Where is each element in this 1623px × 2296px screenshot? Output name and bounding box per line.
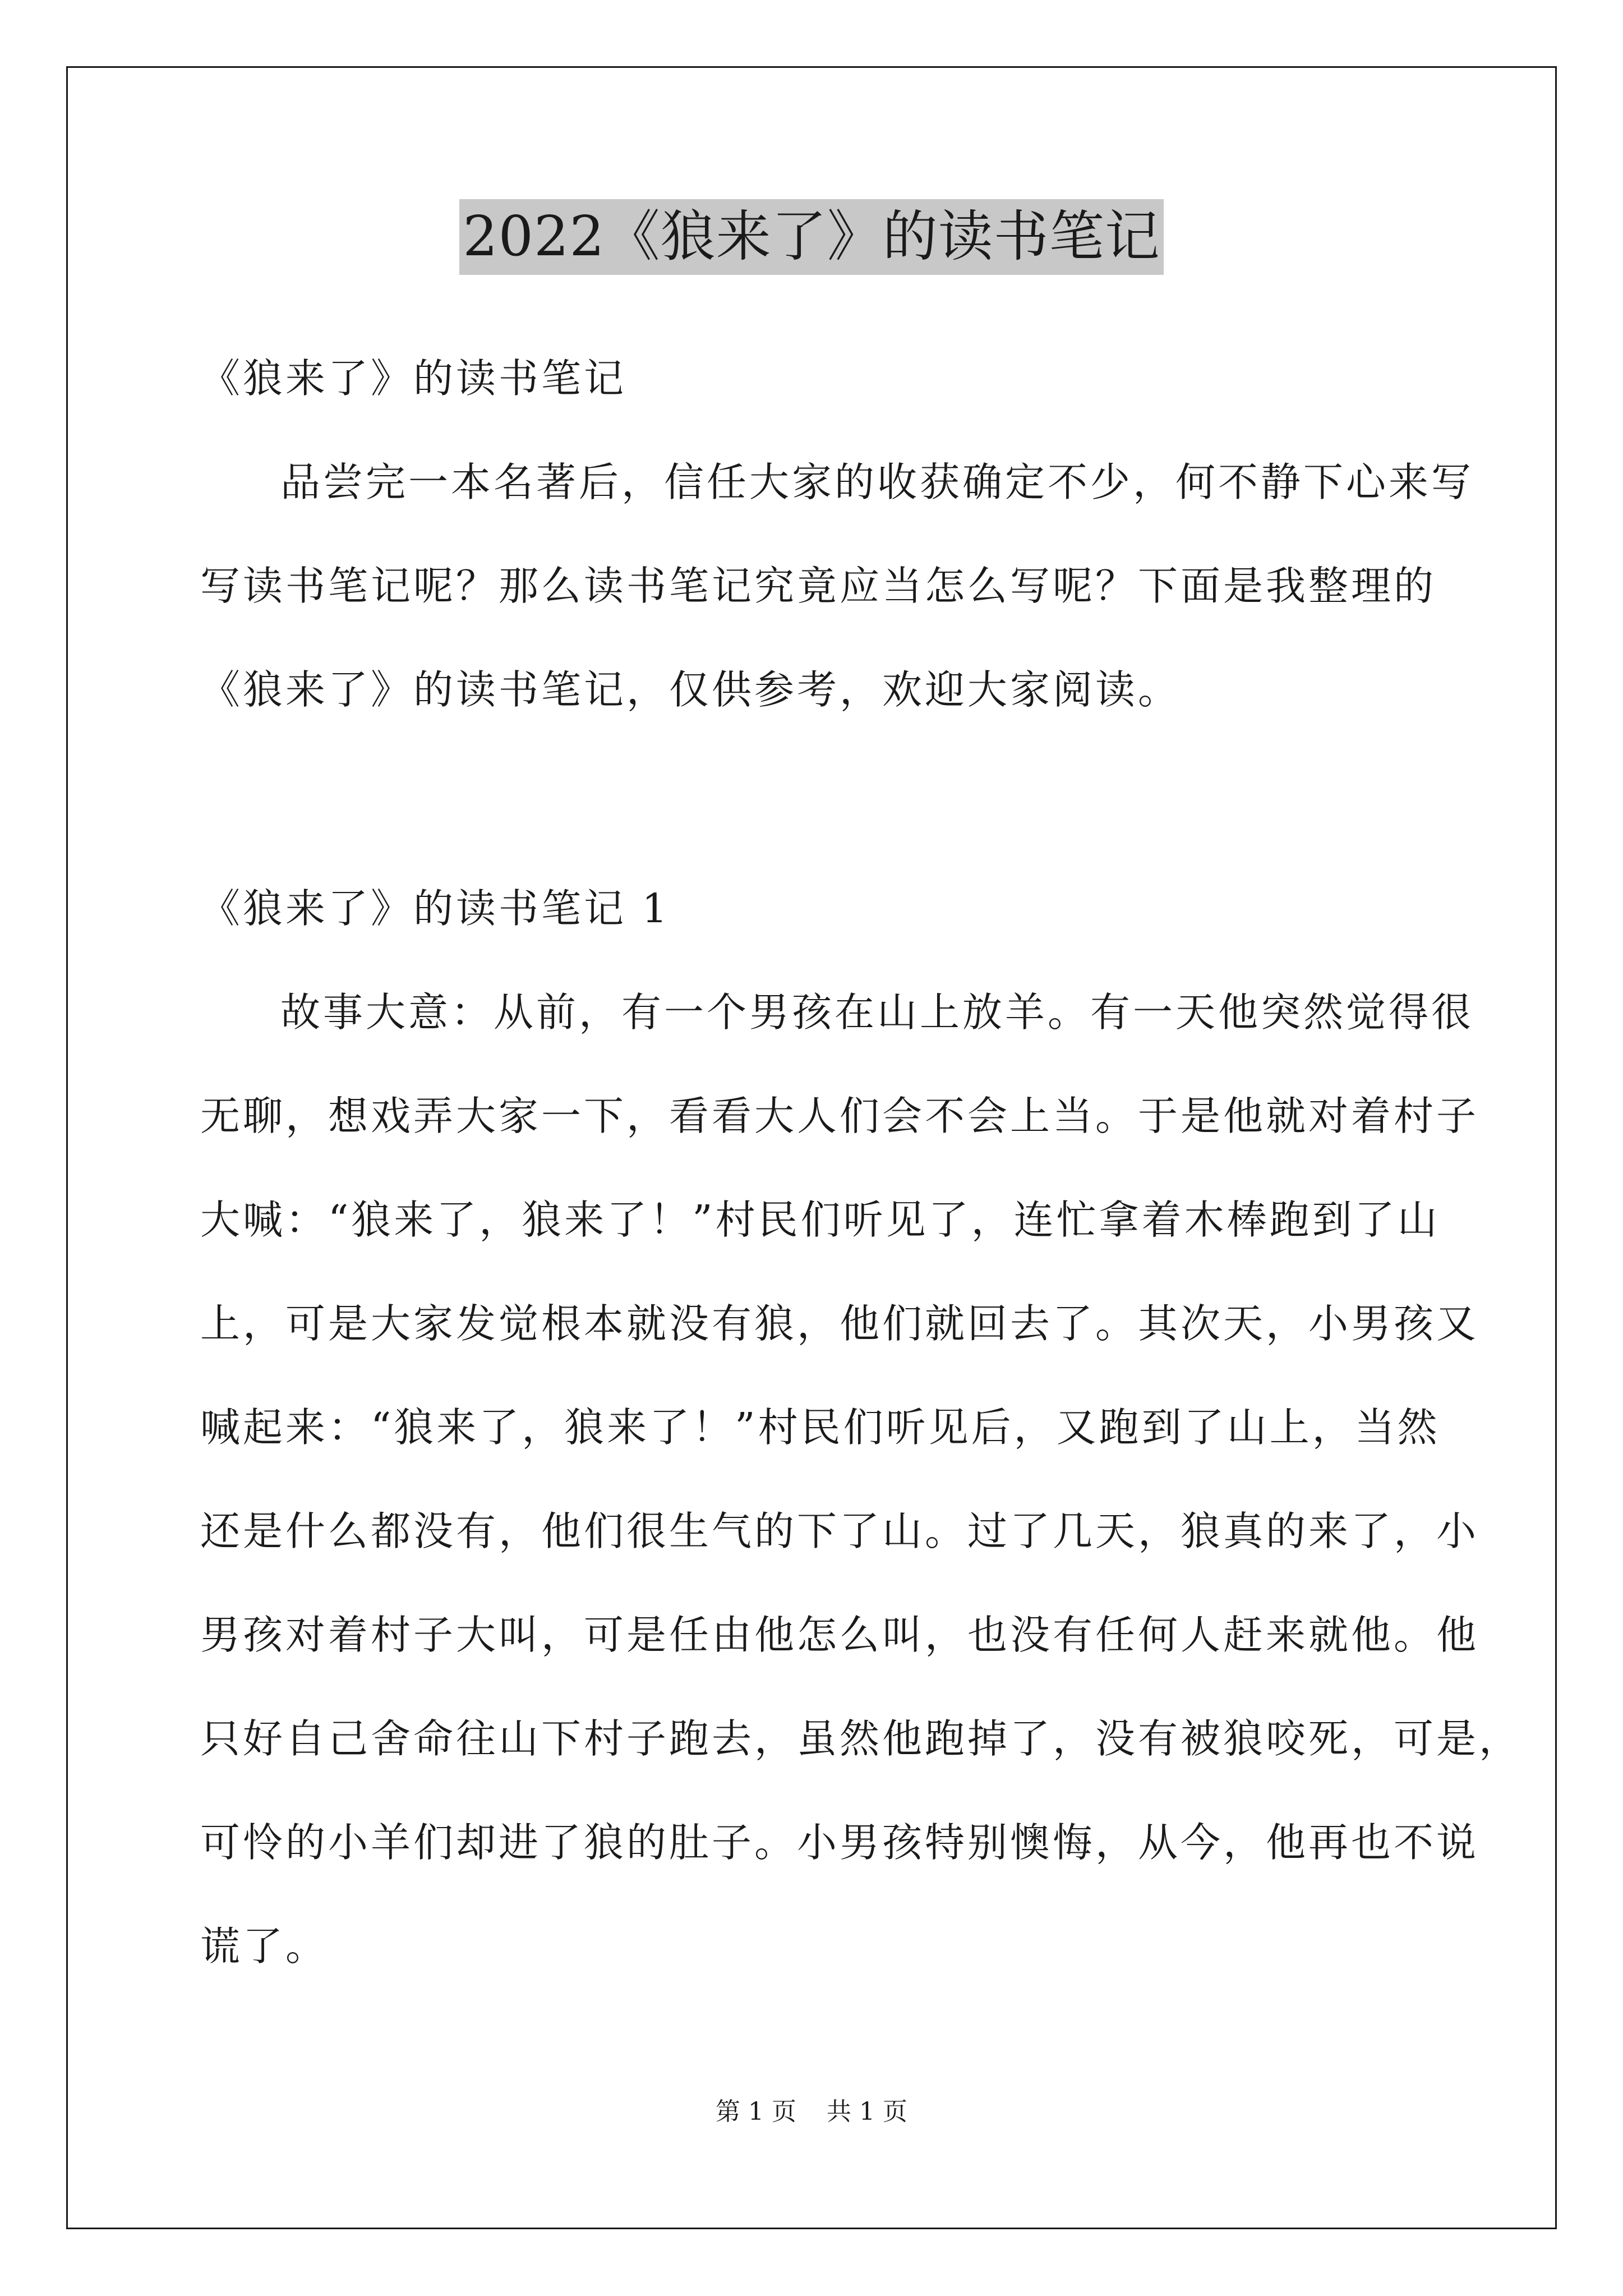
paragraph-line: 喊起来：“狼来了，狼来了！”村民们听见后，又跑到了山上，当然 (200, 1404, 1440, 1451)
title-container (0, 199, 1623, 275)
paragraph-line: 上，可是大家发觉根本就没有狼，他们就回去了。其次天，小男孩又 (200, 1300, 1479, 1347)
section-heading: 《狼来了》的读书笔记 1 (200, 885, 670, 932)
document-title: 2022《狼来了》的读书笔记 (459, 199, 1163, 275)
paragraph-line: 男孩对着村子大叫，可是任由他怎么叫，也没有任何人赶来就他。他 (200, 1612, 1479, 1658)
paragraph-line: 只好自己舍命往山下村子跑去，虽然他跑掉了，没有被狼咬死，可是， (200, 1715, 1522, 1762)
intro-line: 写读书笔记呢？那么读书笔记究竟应当怎么写呢？下面是我整理的 (200, 563, 1437, 609)
paragraph-line: 谎了。 (200, 1923, 329, 1970)
intro-heading: 《狼来了》的读书笔记 (200, 355, 627, 402)
intro-line: 品尝完一本名著后，信任大家的收获确定不少，何不静下心来写 (280, 459, 1474, 505)
paragraph-line: 可怜的小羊们却进了狼的肚子。小男孩特别懊悔，从今，他再也不说 (200, 1819, 1479, 1866)
paragraph-line: 无聊，想戏弄大家一下，看看大人们会不会上当。于是他就对着村子 (200, 1093, 1479, 1139)
intro-line: 《狼来了》的读书笔记，仅供参考，欢迎大家阅读。 (200, 666, 1181, 713)
page-number: 第 1 页 (716, 2097, 796, 2126)
paragraph-line: 故事大意：从前，有一个男孩在山上放羊。有一天他突然觉得很 (280, 989, 1474, 1036)
page-footer (0, 2095, 1623, 2129)
page-total: 共 1 页 (827, 2097, 907, 2126)
paragraph-line: 大喊：“狼来了，狼来了！”村民们听见了，连忙拿着木棒跑到了山 (200, 1197, 1440, 1243)
paragraph-line: 还是什么都没有，他们很生气的下了山。过了几天，狼真的来了，小 (200, 1508, 1479, 1554)
